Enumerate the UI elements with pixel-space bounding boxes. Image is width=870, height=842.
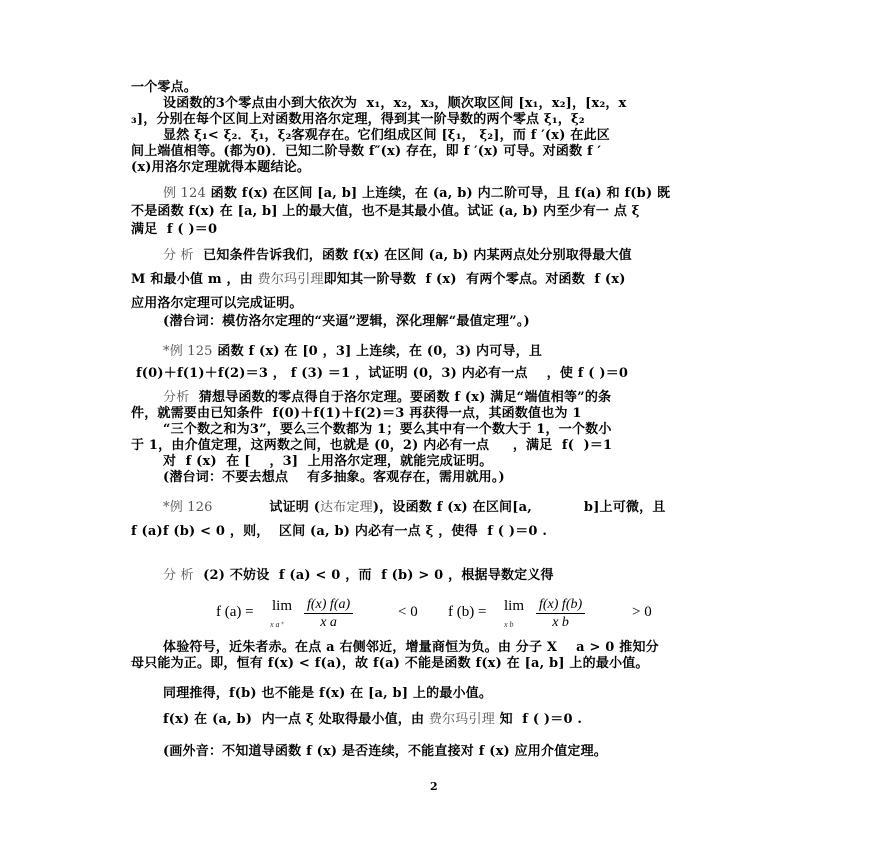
analysis-text: 猜想导函数的零点得自于洛尔定理。要函数 f (x) 满足“端值相等”的条 (189, 390, 612, 405)
text-line: 设函数的3个零点由小到大依次为 x₁，x₂，x₃，顺次取区间 [x₁，x₂]，[x₂，x (163, 96, 627, 111)
text-line: 件，就需要由已知条件 f(0)＋f(1)＋f(2)＝3 再获得一点，其函数值也为 1 (131, 406, 582, 421)
formula-lhs-b: f (b) = (448, 604, 487, 620)
analysis-label: 分 析 (163, 568, 194, 583)
text-line: (x)用洛尔定理就得本题结论。 (131, 160, 311, 175)
page-number: 2 (430, 780, 438, 793)
text-fragment: )，设函数 f (x) 在区间[a, b]上可微，且 (372, 500, 666, 515)
text-line: 显然 ξ₁< ξ₂．ξ₁，ξ₂客观存在。它们组成区间 [ξ₁， ξ₂]，而 f ′(x) 在此区 (163, 128, 610, 143)
difference-quotient-a (304, 596, 353, 631)
analysis-text: 已知条件告诉我们，函数 f(x) 在区间 (a, b) 内某两点处分别取得最大值 (193, 248, 632, 263)
analysis-label: 分 析 (163, 248, 194, 263)
analysis-124 (163, 248, 632, 264)
relation-lt-zero: < 0 (398, 604, 418, 620)
darboux-theorem-term: 达布定理 (320, 500, 373, 515)
numerator: f(x) f(b) (536, 596, 585, 614)
text-line: 一个零点。 (131, 80, 198, 95)
text-line: 对 f (x) 在 [ ，3] 上用洛尔定理，就能完成证明。 (163, 454, 493, 469)
text-fragment: 知 f ( )＝0 . (494, 712, 583, 727)
analysis-label: 分析 (163, 390, 190, 405)
denominator: x a (320, 615, 337, 630)
text-line: 同理推得，f(b) 也不能是 f(x) 在 [a, b] 上的最小值。 (163, 686, 493, 701)
numerator: f(x) f(a) (304, 596, 353, 614)
fermat-lemma-term: 费尔玛引理 (428, 712, 495, 727)
example-125 (163, 344, 542, 360)
text-line (131, 272, 626, 288)
text-line: 体验符号，近朱者赤。在点 a 右侧邻近，增量商恒为负。由 分子 X a > 0 推知分 (163, 640, 659, 655)
example-label: *例 126 (163, 500, 213, 515)
text-line: 于 1，由介值定理，这两数之间，也就是 (0，2) 内必有一点 ，满足 f( )＝1 (131, 438, 613, 453)
text-fragment: 试证明 ( (212, 500, 321, 515)
text-line: 间上端值相等。(都为0)．已知二阶导数 f″(x) 存在，即 f ′(x) 可导。对函数 f ′ (131, 144, 602, 159)
text-line: 母只能为正。即，恒有 f(x) < f(a)，故 f(a) 不能是函数 f(x) 在 [a, b] 上的最小值。 (131, 656, 649, 671)
example-text: 函数 f(x) 在区间 [a, b] 上连续，在 (a, b) 内二阶可导，且 f(a) 和 f(b) 既 (205, 186, 671, 201)
limit-subscript: x b (504, 620, 514, 629)
formula-lhs-a: f (a) = (216, 604, 254, 620)
text-fragment: f(x) 在 (a, b) 内一点 ξ 处取得最小值，由 (163, 712, 429, 727)
difference-quotient-b (536, 596, 585, 631)
fermat-lemma-term: 费尔玛引理 (257, 272, 324, 287)
text-fragment: 即知其一阶导数 f (x) 有两个零点。对函数 f (x) (323, 272, 626, 287)
example-124 (163, 186, 670, 202)
text-line (163, 712, 582, 728)
analysis-125 (163, 390, 611, 406)
text-line: ₃]，分别在每个区间上对函数用洛尔定理，得到其一阶导数的两个零点 ξ₁，ξ₂ (131, 112, 585, 127)
relation-gt-zero: > 0 (632, 604, 652, 620)
analysis-text: (2) 不妨设 f (a) < 0 ，而 f (b) > 0 ，根据导数定义得 (193, 568, 554, 583)
example-126 (163, 500, 666, 516)
analysis-126 (163, 568, 554, 584)
text-fragment: M 和最小值 m ，由 (131, 272, 258, 287)
text-line: f(0)＋f(1)＋f(2)＝3 ， f (3) ＝1 ，试证明 (0，3) 内必有一点 ，使 f ( )＝0 (136, 366, 629, 381)
subtext-note: (潜台词：模仿洛尔定理的“夹逼”逻辑，深化理解“最值定理”。) (163, 314, 530, 329)
limit-symbol: lim (272, 598, 293, 614)
subtext-note: (潜台词：不要去想点 有多抽象。客观存在，需用就用。) (163, 470, 505, 485)
denominator: x b (552, 615, 569, 630)
limit-symbol: lim (504, 598, 525, 614)
text-line: “三个数之和为3”，要么三个数都为 1；要么其中有一个数大于 1，一个数小 (163, 422, 612, 437)
text-line: 应用洛尔定理可以完成证明。 (131, 296, 303, 311)
example-text: 函数 f (x) 在 [0 ，3] 上连续，在 (0，3) 内可导，且 (212, 344, 543, 359)
text-line: 不是函数 f(x) 在 [a, b] 上的最大值，也不是其最小值。试证 (a, b) 内至少有一 点 ξ (131, 204, 640, 219)
text-line: f (a)f (b) < 0 ，则， 区间 (a, b) 内必有一点 ξ ，使得 f ( )＝0 . (131, 524, 548, 539)
example-label: *例 125 (163, 344, 213, 359)
text-line: 满足 f ( )＝0 (131, 222, 218, 237)
example-label: 例 124 (163, 186, 206, 201)
limit-subscript: x a⁺ (270, 620, 284, 629)
aside-note: (画外音：不知道导函数 f (x) 是否连续，不能直接对 f (x) 应用介值定理。 (163, 744, 607, 759)
